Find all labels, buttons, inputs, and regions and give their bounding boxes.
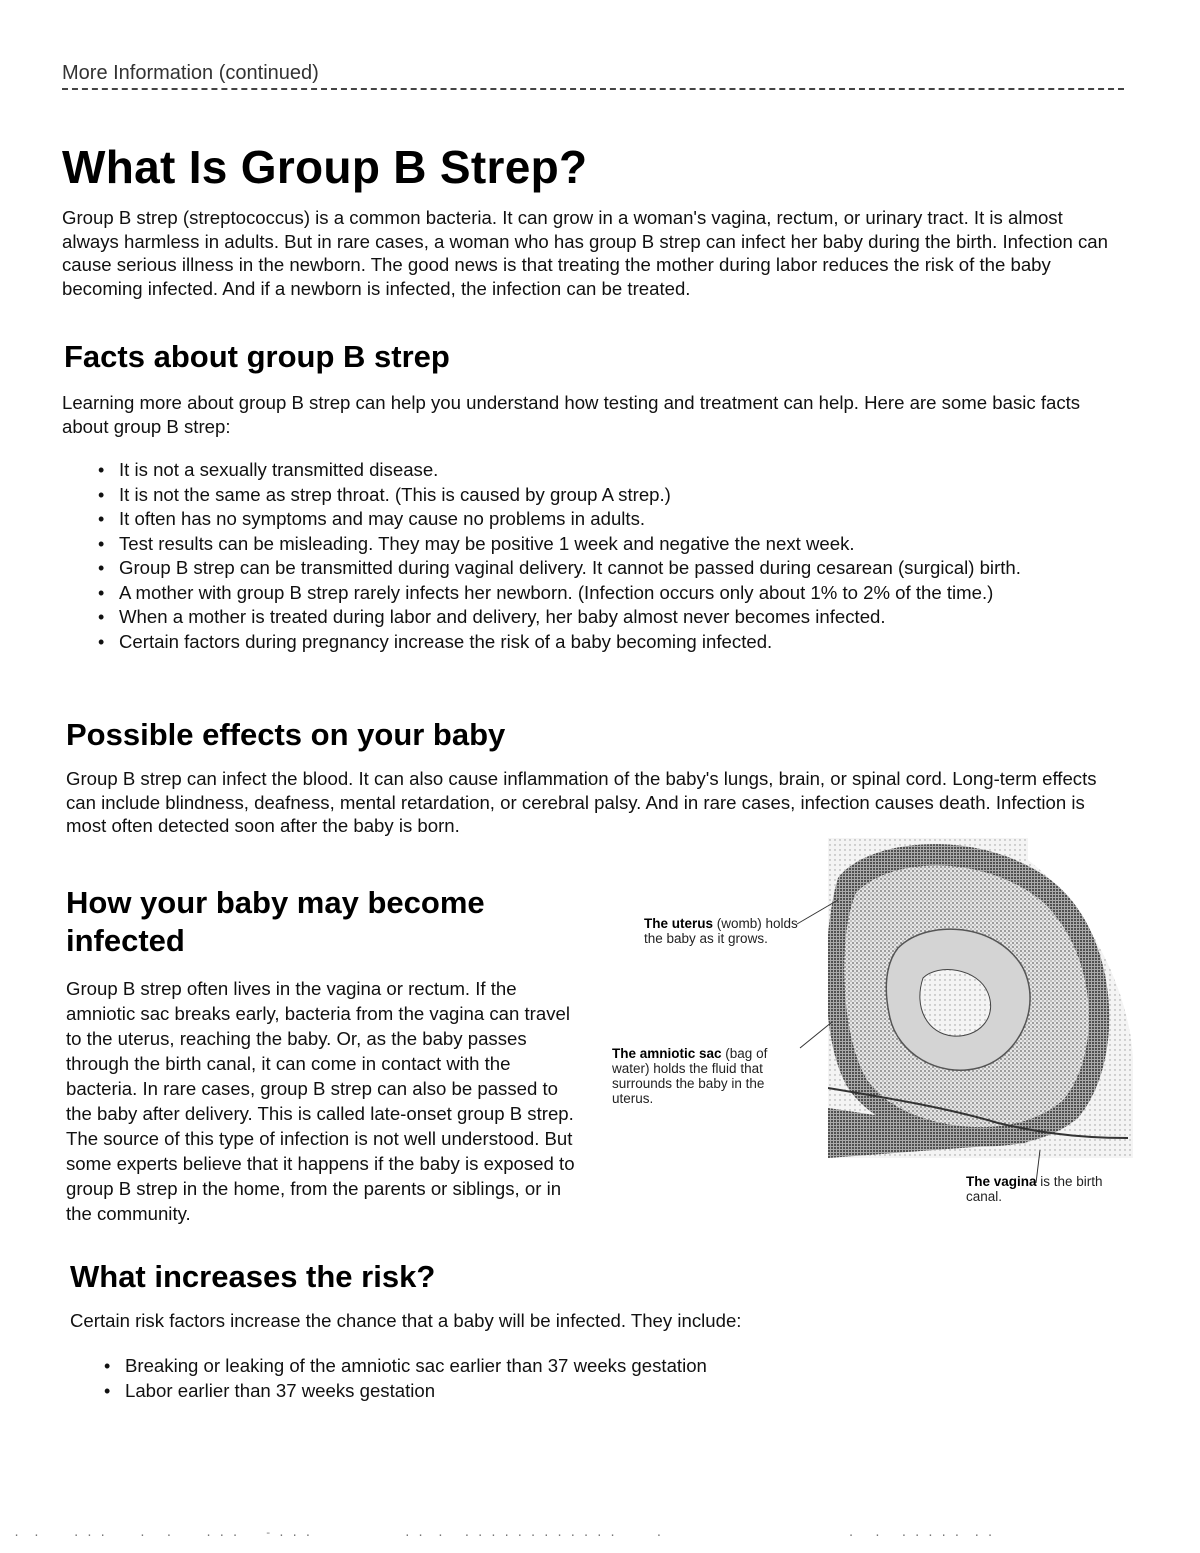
risk-list <box>98 1354 1118 1403</box>
infected-paragraph: Group B strep often lives in the vagina or rectum. If the amniotic sac breaks early, bacteria from the vagina can travel to the uterus, reaching the baby. Or, as the baby passes through the birth canal, it can come in contact with the bacteria. In rare cases, group B strep can also be passed to the baby after delivery. This is called late-onset group B strep. The source of this type of infection is not well understood. But some experts believe that it happens if the baby is exposed to group B strep in the home, from the parents or siblings, or in the community. <box>66 978 575 1224</box>
callout-text: is the birth canal. <box>966 1174 1103 1204</box>
callout-text: (bag of water) holds the fluid that surrounds the baby in the uterus. <box>612 1046 768 1106</box>
facts-heading: Facts about group B strep <box>64 339 450 374</box>
effects-paragraph: Group B strep can infect the blood. It can also cause inflammation of the baby's lungs, brain, or spinal cord. Long-term effects can include blindness, deafness, mental retardation, or cerebral palsy. And in rare cases, infection causes death. Infection is most often detected soon after the baby is born. <box>66 768 1097 836</box>
callout-term: The vagina <box>966 1174 1037 1189</box>
uterus-callout <box>644 916 804 946</box>
callout-lines <box>600 838 1140 1218</box>
risk-lead: Certain risk factors increase the chance that a baby will be infected. They include: <box>70 1310 742 1331</box>
list-item: • A mother with group B strep rarely infects her newborn. (Infection occurs only about 1% to 2% of the time.) <box>92 581 1122 606</box>
amniotic-sac-callout <box>612 1046 802 1106</box>
scan-noise: . . . . . . . . . . - . . . . . . . . . . . . . . . . . . . . . . . . . . . . <box>0 1526 994 1538</box>
effects-heading: Possible effects on your baby <box>66 717 506 752</box>
list-item: • Breaking or leaking of the amniotic sac earlier than 37 weeks gestation <box>98 1354 1118 1379</box>
list-item: • Test results can be misleading. They may be positive 1 week and negative the next week. <box>92 532 1122 557</box>
list-item: • Group B strep can be transmitted during vaginal delivery. It cannot be passed during cesarean (surgical) birth. <box>92 556 1122 581</box>
list-item: • When a mother is treated during labor and delivery, her baby almost never becomes infected. <box>92 605 1122 630</box>
list-item: • It is not the same as strep throat. (This is caused by group A strep.) <box>92 483 1122 508</box>
callout-text: (womb) holds the baby as it grows. <box>644 916 798 946</box>
facts-lead: Learning more about group B strep can help you understand how testing and treatment can help. Here are some basic facts about group B strep: <box>62 392 1081 437</box>
list-item: • It often has no symptoms and may cause no problems in adults. <box>92 507 1122 532</box>
list-item: • Labor earlier than 37 weeks gestation <box>98 1379 1118 1404</box>
list-item: • It is not a sexually transmitted disease. <box>92 458 1122 483</box>
vagina-callout <box>966 1174 1106 1204</box>
intro-paragraph: Group B strep (streptococcus) is a common bacteria. It can grow in a woman's vagina, rectum, or urinary tract. It is almost always harmless in adults. But in rare cases, a woman who has group B strep can infect her baby during the birth. Infection can cause serious illness in the newborn. The good news is that treating the mother during labor reduces the risk of the baby becoming infected. And if a newborn is infected, the infection can be treated. <box>62 207 1108 299</box>
anatomy-figure <box>600 838 1140 1218</box>
callout-term: The amniotic sac <box>612 1046 722 1061</box>
facts-list <box>92 458 1122 654</box>
risk-heading: What increases the risk? <box>70 1259 436 1294</box>
running-head: More Information (continued) <box>62 62 1124 90</box>
list-item: • Certain factors during pregnancy increase the risk of a baby becoming infected. <box>92 630 1122 655</box>
callout-term: The uterus <box>644 916 714 931</box>
page-title: What Is Group B Strep? <box>62 141 588 193</box>
infected-heading: How your baby may become infected <box>66 885 485 958</box>
